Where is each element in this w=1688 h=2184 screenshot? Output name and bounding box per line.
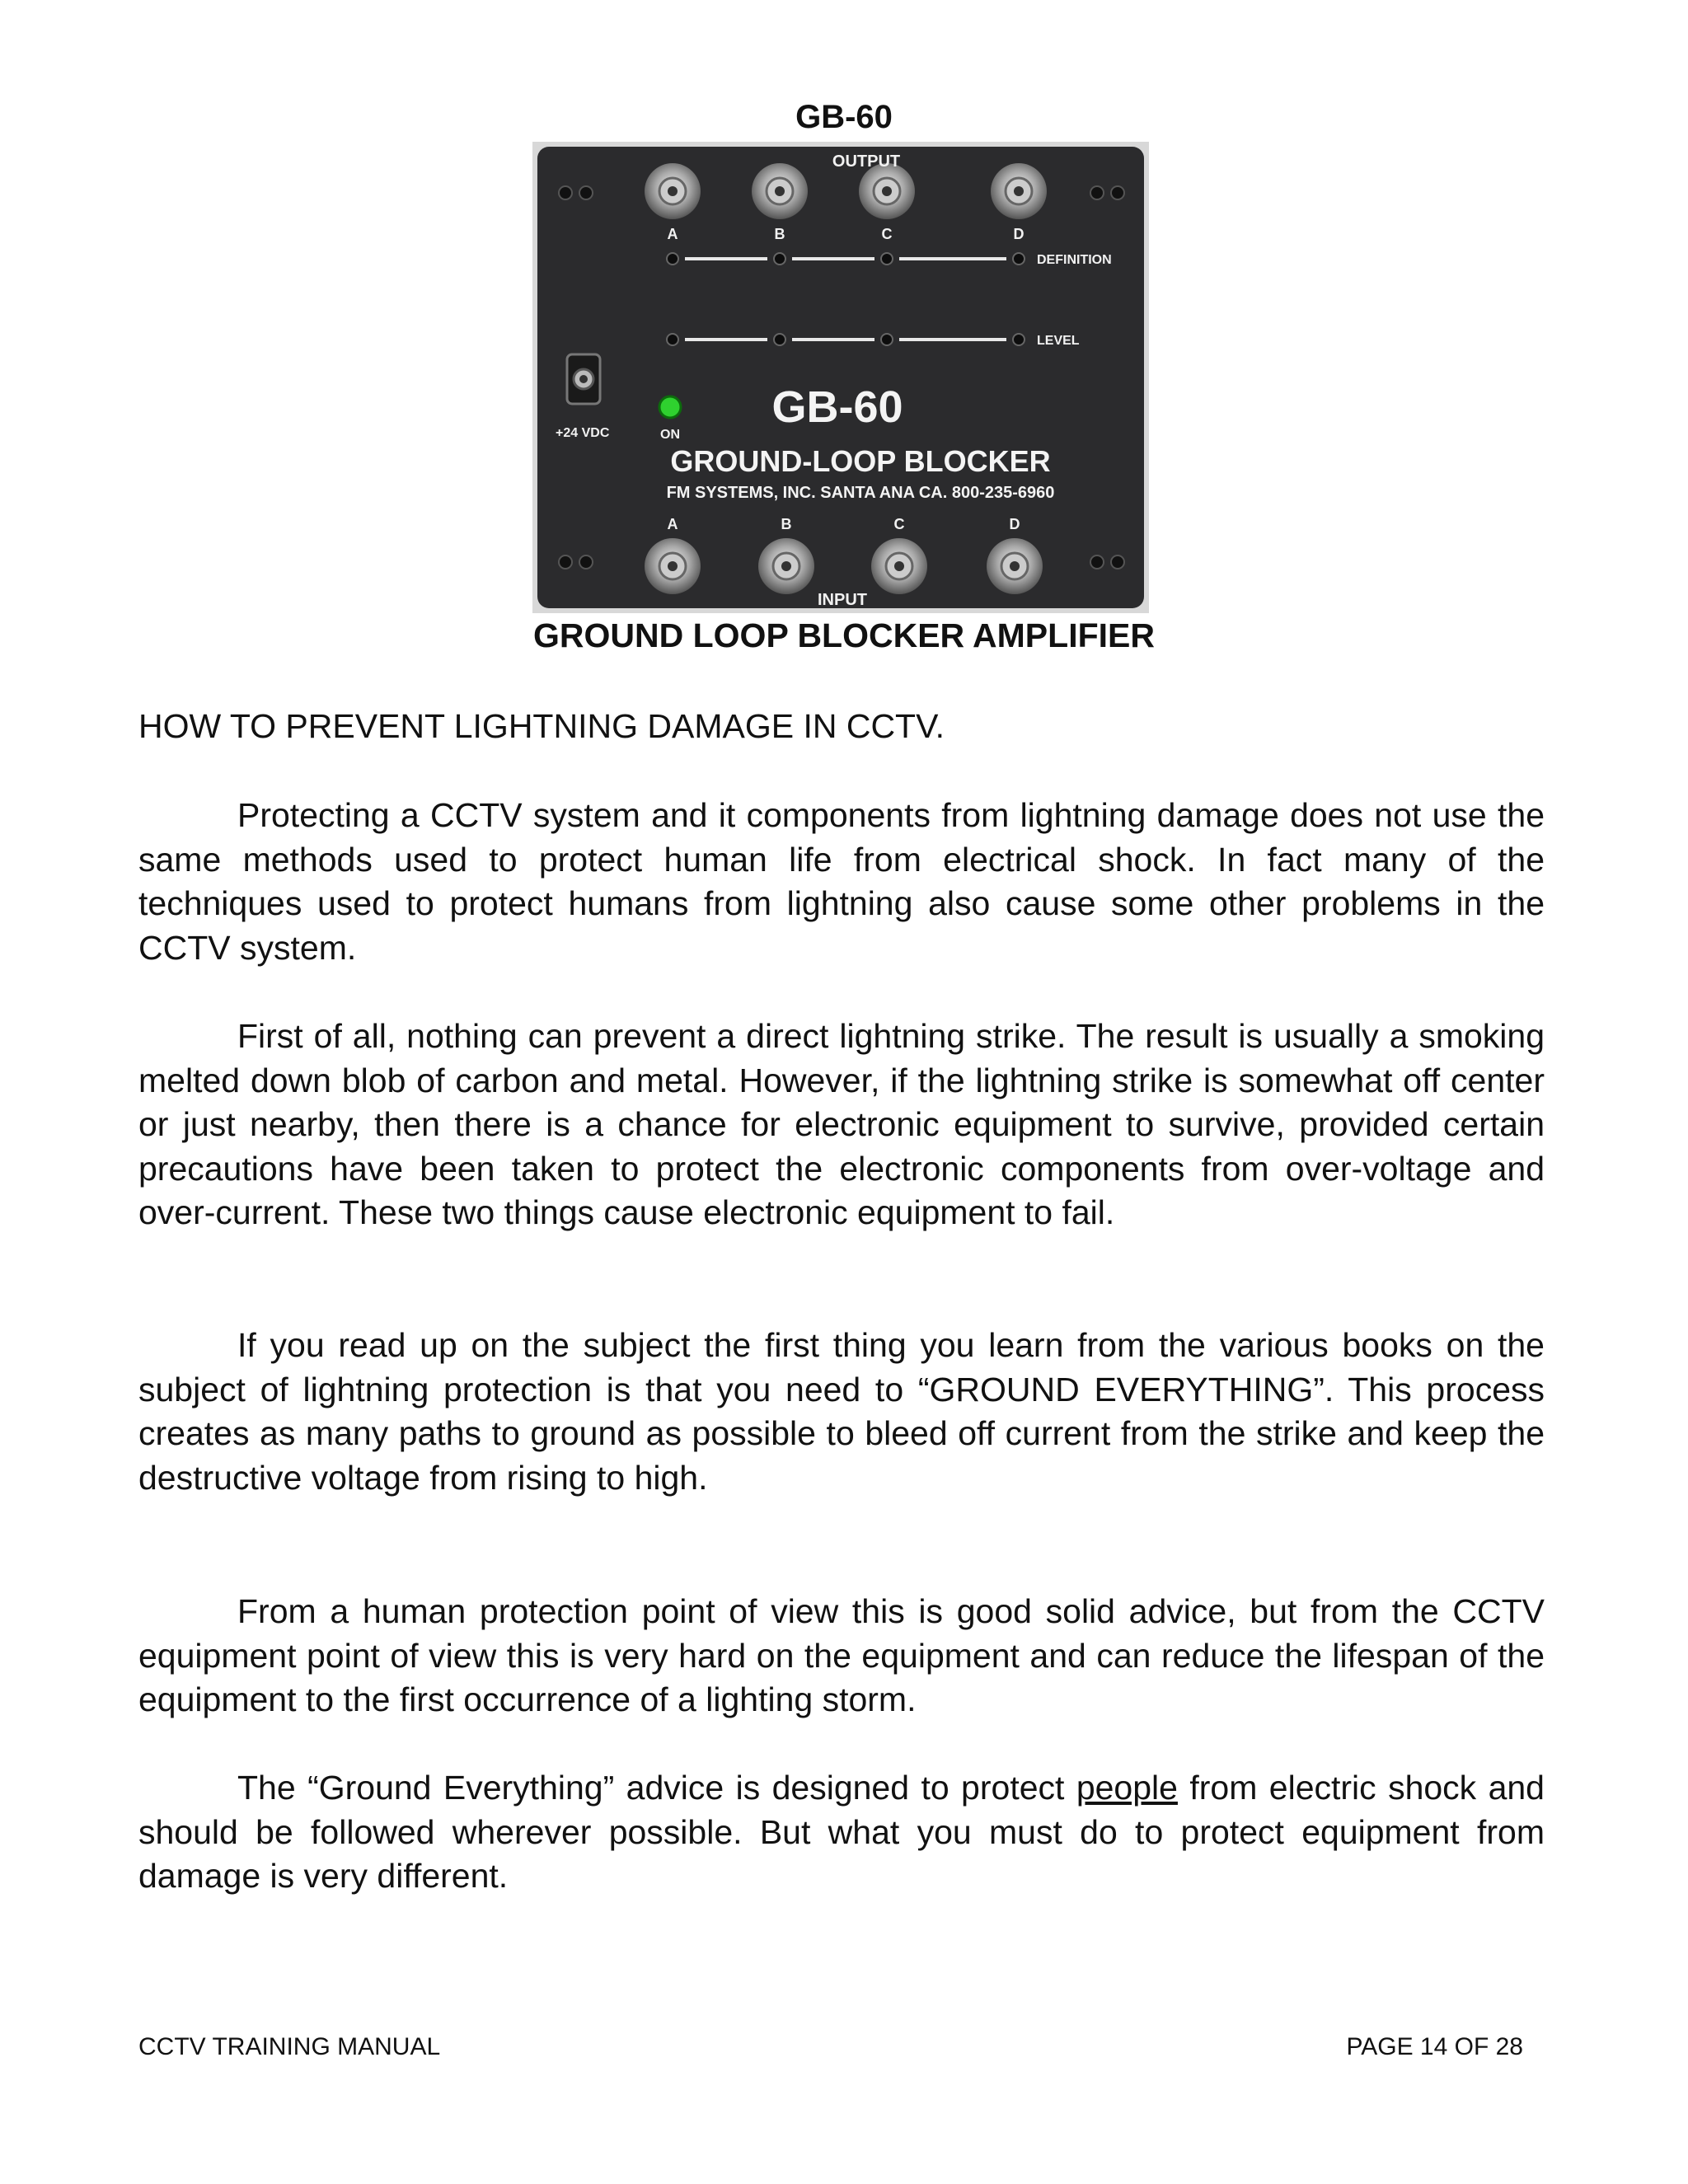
svg-text:A: A bbox=[667, 516, 678, 532]
device-model: GB-60 bbox=[771, 382, 903, 432]
device-body bbox=[537, 147, 1144, 608]
definition-label: DEFINITION bbox=[1037, 253, 1112, 267]
gb60-device-illustration bbox=[532, 142, 1149, 613]
svg-text:C: C bbox=[893, 516, 905, 532]
level-label: LEVEL bbox=[1037, 334, 1080, 348]
figure-caption: GROUND LOOP BLOCKER AMPLIFIER bbox=[533, 616, 1155, 654]
input-label: INPUT bbox=[818, 591, 867, 609]
svg-text:D: D bbox=[1009, 516, 1020, 532]
paragraph-5 bbox=[138, 1766, 1545, 1899]
paragraph-4: From a human protection point of view this is good solid advice, but from the CCTV equipment point of view this is very hard on the equipment and can reduce the lifespan of the equipment to the first occurrence of a lighting storm. bbox=[138, 1592, 1545, 1718]
led-label: ON bbox=[660, 428, 680, 442]
power-led bbox=[659, 396, 681, 418]
device-maker: FM SYSTEMS, INC. SANTA ANA CA. 800-235-6960 bbox=[666, 484, 1055, 502]
paragraph-5-underlined: people bbox=[1076, 1769, 1178, 1807]
power-label: +24 VDC bbox=[556, 426, 610, 440]
footer-left: CCTV TRAINING MANUAL bbox=[138, 2033, 441, 2060]
svg-text:D: D bbox=[1013, 226, 1025, 242]
paragraph-5-before: The “Ground Everything” advice is designed to protect bbox=[237, 1769, 1076, 1807]
device-name: GROUND-LOOP BLOCKER bbox=[670, 444, 1051, 478]
paragraph-1: Protecting a CCTV system and it components from lightning damage does not use the same methods used to protect human life from electrical shock. In fact many of the techniques used to protect humans from lightning also cause some other problems in the CCTV system. bbox=[138, 796, 1545, 967]
svg-text:C: C bbox=[881, 226, 893, 242]
svg-text:B: B bbox=[774, 226, 785, 242]
paragraph-5-after: from electric shock and should be followed wherever possible. But what you must do to protect equipment from damage is very different. bbox=[138, 1769, 1545, 1895]
paragraph-3: If you read up on the subject the first thing you learn from the various books on the subject of lightning protection is that you need to “GROUND EVERYTHING”. This process creates as many paths to ground as possible to bleed off current from the strike and keep the destructive voltage from rising to high. bbox=[138, 1326, 1545, 1497]
footer-right: PAGE 14 OF 28 bbox=[1346, 2033, 1523, 2060]
paragraph-2: First of all, nothing can prevent a direct lightning strike. The result is usually a smoking melted down blob of carbon and metal. However, if the lightning strike is somewhat off center or just nearby, then there is a chance for electronic equipment to survive, provided certain precautions have been taken to protect the electronic components from over-voltage and over-current. These two things cause electronic equipment to fail. bbox=[138, 1017, 1545, 1231]
svg-text:A: A bbox=[667, 226, 678, 242]
svg-text:B: B bbox=[781, 516, 792, 532]
output-label: OUTPUT bbox=[832, 152, 901, 171]
power-connector bbox=[567, 354, 600, 404]
figure-title: GB-60 bbox=[795, 99, 893, 135]
device-photo bbox=[532, 142, 1149, 613]
section-heading: HOW TO PREVENT LIGHTNING DAMAGE IN CCTV. bbox=[138, 707, 945, 745]
